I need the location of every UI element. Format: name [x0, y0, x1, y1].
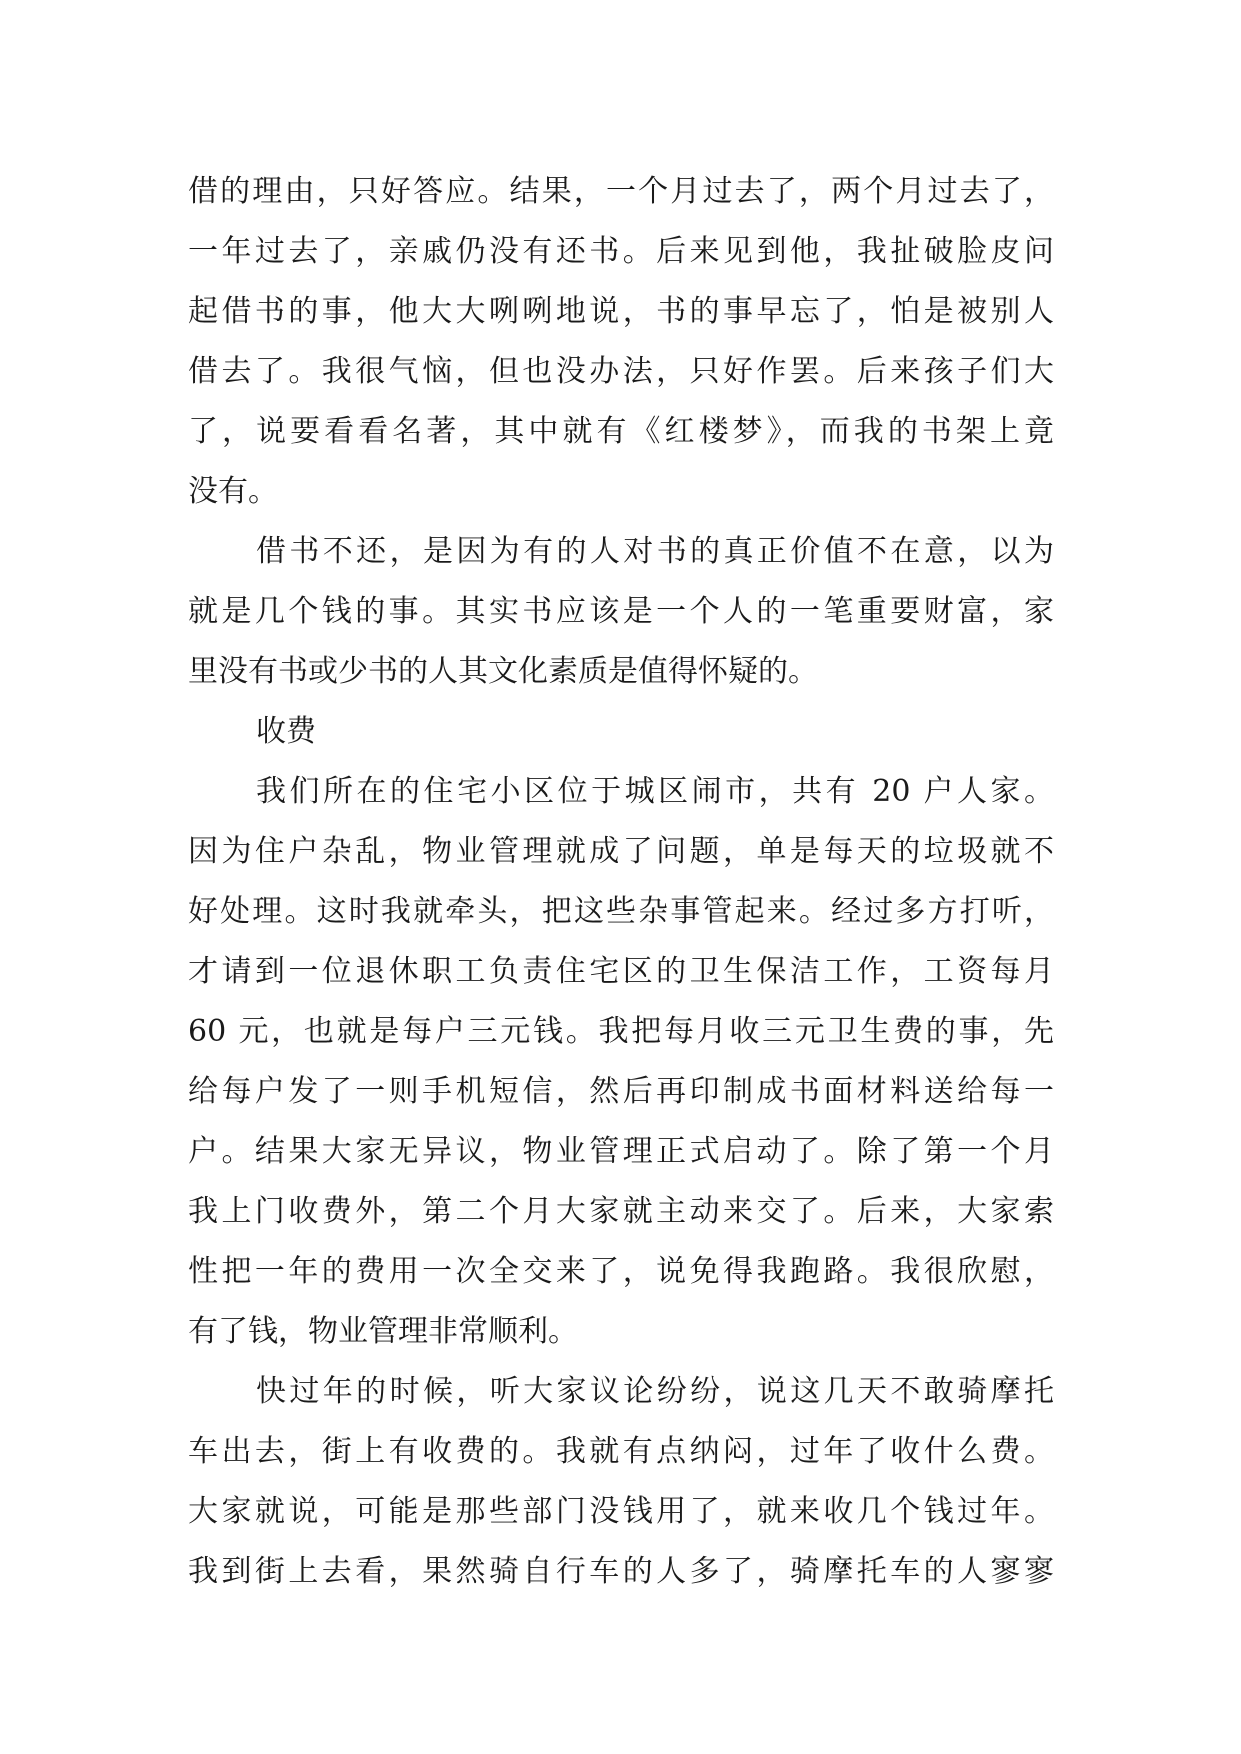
text-line: 没有。	[188, 474, 278, 509]
paragraph	[188, 162, 1054, 522]
text-line: 借书不还，是因为有的人对书的真正价值不在意，以为	[256, 534, 1054, 569]
text-line: 借去了。我很气恼，但也没办法，只好作罢。后来孩子们大	[188, 354, 1054, 389]
text-line: 因为住户杂乱，物业管理就成了问题，单是每天的垃圾就不	[188, 834, 1054, 869]
text-line: 给每户发了一则手机短信，然后再印制成书面材料送给每一	[188, 1074, 1054, 1109]
text-line: 里没有书或少书的人其文化素质是值得怀疑的。	[188, 654, 818, 689]
text-line: 快过年的时候，听大家议论纷纷，说这几天不敢骑摩托	[256, 1374, 1054, 1409]
text-line: 借的理由，只好答应。结果，一个月过去了，两个月过去了，	[188, 174, 1054, 209]
paragraph	[188, 702, 1054, 762]
text-line: 我到街上去看，果然骑自行车的人多了，骑摩托车的人寥寥	[188, 1554, 1054, 1589]
text-line: 就是几个钱的事。其实书应该是一个人的一笔重要财富，家	[188, 594, 1054, 629]
text-line: 一年过去了，亲戚仍没有还书。后来见到他，我扯破脸皮问	[188, 234, 1054, 269]
text-line: 车出去，街上有收费的。我就有点纳闷，过年了收什么费。	[188, 1434, 1054, 1469]
text-line: 性把一年的费用一次全交来了，说免得我跑路。我很欣慰，	[188, 1254, 1054, 1289]
document-body	[188, 162, 1054, 1602]
text-line: 收费	[256, 714, 316, 749]
text-line: 户。结果大家无异议，物业管理正式启动了。除了第一个月	[188, 1134, 1054, 1169]
text-line: 了，说要看看名著，其中就有《红楼梦》，而我的书架上竟	[188, 414, 1054, 449]
text-line: 我们所在的住宅小区位于城区闹市，共有 20 户人家。	[256, 774, 1054, 809]
text-line: 好处理。这时我就牵头，把这些杂事管起来。经过多方打听，	[188, 894, 1054, 929]
text-line: 有了钱，物业管理非常顺利。	[188, 1314, 578, 1349]
paragraph	[188, 762, 1054, 1362]
text-line: 60 元，也就是每户三元钱。我把每月收三元卫生费的事，先	[188, 1014, 1054, 1049]
paragraph	[188, 522, 1054, 702]
text-line: 才请到一位退休职工负责住宅区的卫生保洁工作，工资每月	[188, 954, 1054, 989]
paragraph	[188, 1362, 1054, 1602]
text-line: 我上门收费外，第二个月大家就主动来交了。后来，大家索	[188, 1194, 1054, 1229]
text-line: 起借书的事，他大大咧咧地说，书的事早忘了，怕是被别人	[188, 294, 1054, 329]
text-line: 大家就说，可能是那些部门没钱用了，就来收几个钱过年。	[188, 1494, 1054, 1529]
